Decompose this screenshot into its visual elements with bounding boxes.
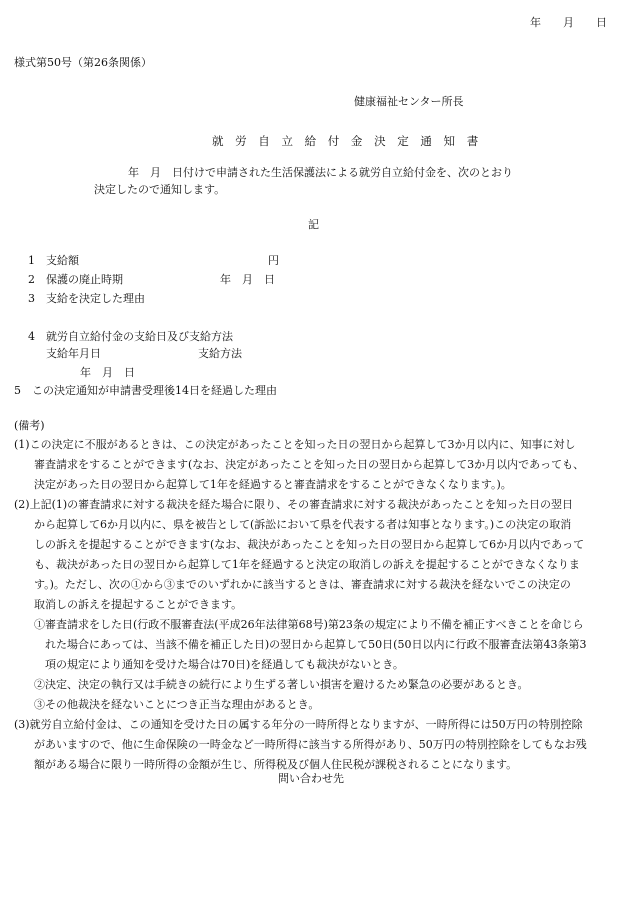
item-2-date: 年 月 日 xyxy=(220,273,275,286)
item-5-label: この決定通知が申請書受理後14日を経過した理由 xyxy=(32,384,277,397)
item-4-label: 就労自立給付金の支給日及び支給方法 xyxy=(46,330,233,343)
notes-heading: (備考) xyxy=(14,419,45,432)
note-2-subitem-line: れた場合にあっては、当該不備を補正した日)の翌日から起算して50日(50日以内に行政不服審査法第43条第3 xyxy=(34,638,587,651)
item-2-number: 2 xyxy=(28,273,35,286)
note-2-line: から起算して6か月以内に、県を被告として(訴訟において県を代表する者は知事となります。)この決定の取消 xyxy=(34,518,572,531)
note-1 xyxy=(14,435,614,495)
intro-line-1: 年 月 日付けで申請された生活保護法による就労自立給付金を、次のとおり xyxy=(128,166,513,179)
item-3-number: 3 xyxy=(28,292,35,305)
note-2-line: しの訴えを提起することができます(なお、裁決があったことを知った日の翌日から起算して6か月以内であって xyxy=(34,538,585,551)
item-4-payment-date-label: 支給年月日 xyxy=(46,347,101,360)
note-3-line: があいますので、他に生命保険の一時金など一時所得に該当する所得があり、50万円の特別控除をしてもなお残 xyxy=(34,738,587,751)
note-2-line: す。)。ただし、次の①から③までのいずれかに該当するときは、審査請求に対する裁決を経ないでこの決定の xyxy=(34,578,571,591)
form-number: 様式第50号（第26条関係） xyxy=(14,56,152,69)
note-2-line: も、裁決があった日の翌日から起算して1年を経過すると決定の取消しの訴えを提起することができなくなりま xyxy=(34,558,580,571)
note-2-line: 取消しの訴えを提起することができます。 xyxy=(34,598,243,611)
item-4-payment-date-value: 年 月 日 xyxy=(80,366,135,379)
note-1-line: 審査請求をすることができます(なお、決定があったことを知った日の翌日から起算して3か月以内であっても、 xyxy=(34,458,585,471)
note-2-line: (2)上記(1)の審査請求に対する裁決を経た場合に限り、その審査請求に対する裁決があったことを知った日の翌日 xyxy=(14,498,574,511)
item-1-unit: 円 xyxy=(268,254,279,267)
note-1-line: 決定があった日の翌日から起算して1年を経過すると審査請求をすることができなくなります。)。 xyxy=(34,478,512,491)
item-2-label: 保護の廃止時期 xyxy=(46,273,123,286)
note-2 xyxy=(14,495,614,615)
ki-heading: 記 xyxy=(308,218,319,231)
note-3-line: (3)就労自立給付金は、この通知を受けた日の属する年分の一時所得となりますが、一時所得には50万円の特別控除 xyxy=(14,718,583,731)
note-2-subitems xyxy=(14,615,614,715)
contact-heading: 問い合わせ先 xyxy=(278,772,344,785)
note-2-subitem-line: 項の規定により通知を受けた場合は70日)を経過しても裁決がないとき。 xyxy=(34,658,404,671)
note-1-line: (1)この決定に不服があるときは、この決定があったことを知った日の翌日から起算して3か月以内に、知事に対し xyxy=(14,438,576,451)
issue-date: 年 月 日 xyxy=(530,16,607,29)
item-1-label: 支給額 xyxy=(46,254,79,267)
item-5-number: 5 xyxy=(14,384,21,397)
note-3 xyxy=(14,715,614,775)
item-4-number: 4 xyxy=(28,330,35,343)
intro-line-2: 決定したので通知します。 xyxy=(94,183,226,196)
item-1-number: 1 xyxy=(28,254,35,267)
notes-body xyxy=(14,435,614,775)
note-2-subitem-line: ②決定、決定の執行又は手続きの続行により生ずる著しい損害を避けるため緊急の必要があるとき。 xyxy=(34,678,529,691)
issuer: 健康福祉センター所長 xyxy=(354,95,464,108)
note-3-line: 額がある場合に限り一時所得の金額が生じ、所得税及び個人住民税が課税されることになります。 xyxy=(34,758,518,771)
item-4-payment-method-label: 支給方法 xyxy=(198,347,242,360)
note-2-subitem-line: ①審査請求をした日(行政不服審査法(平成26年法律第68号)第23条の規定により不備を補正すべきことを命じら xyxy=(34,618,584,631)
document-title: 就 労 自 立 給 付 金 決 定 通 知 書 xyxy=(212,134,483,148)
item-3-label: 支給を決定した理由 xyxy=(46,292,145,305)
note-2-subitem-line: ③その他裁決を経ないことにつき正当な理由があるとき。 xyxy=(34,698,320,711)
